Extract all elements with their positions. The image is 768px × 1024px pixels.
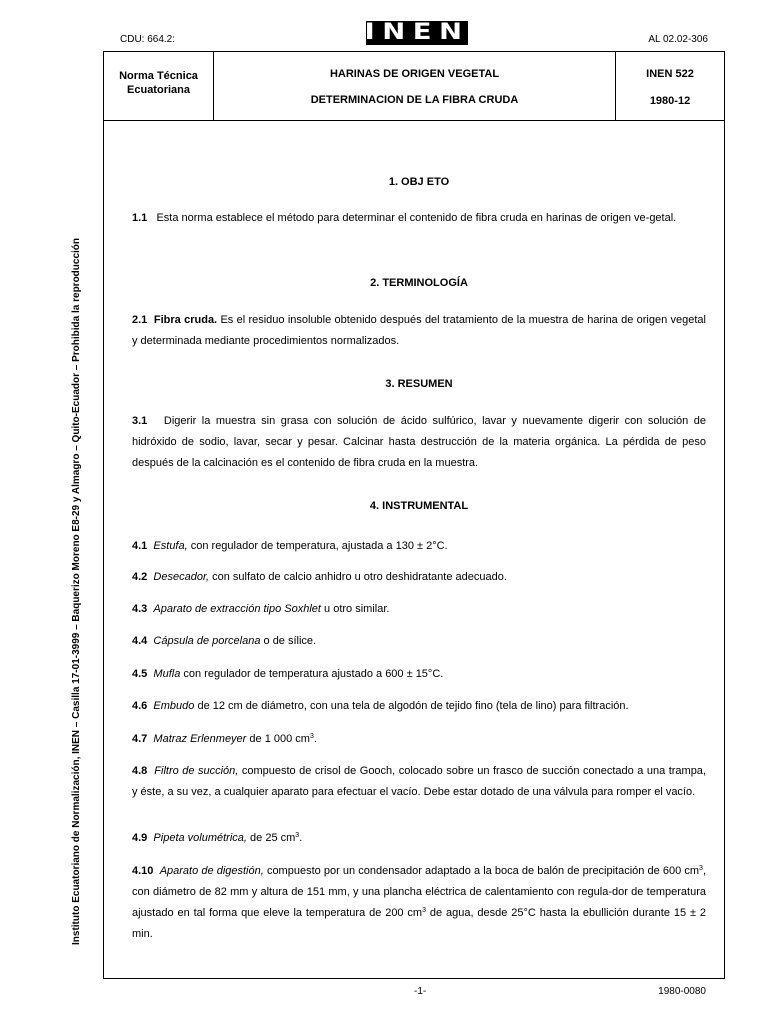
- paragraph: 4.9 Pipeta volumétrica, de 25 $cm^3$.: [132, 832, 303, 844]
- paragraph: 1.1 Esta norma establece el método para determinar el contenido de fibra cruda en harinas de origen ve-getal.: [132, 212, 677, 224]
- paragraph: 4.5 Mufla con regulador de temperatura ajustado a 600 ± 15°C.: [132, 668, 444, 680]
- paragraph: 4.2 Desecador, con sulfato de calcio anhidro u otro deshidratante adecuado.: [132, 571, 507, 583]
- cdu-code: CDU: 664.2:: [120, 34, 176, 45]
- document-title: HARINAS DE ORIGEN VEGETAL: [329, 68, 500, 80]
- section-title: 3. RESUMEN: [385, 378, 453, 390]
- section-title: 1. OBJ ETO: [388, 176, 450, 188]
- section-title: 4. INSTRUMENTAL: [369, 500, 469, 512]
- norm-year: 1980-12: [649, 95, 691, 107]
- paragraph: 4.4 Cápsula de porcelana o de sílice.: [132, 635, 317, 647]
- paragraph: 4.3 Aparato de extracción tipo Soxhlet u otro similar.: [132, 603, 390, 615]
- paragraph: 4.7 Matraz Erlenmeyer de 1 000 $cm^3$.: [132, 733, 317, 745]
- side-publisher-text: Instituto Ecuatoriano de Normalización, INEN – Casilla 17-01-3999 – Baquerizo Moreno E8-29 y Almagro – Quito-Ecuador – Prohibida la reproducción: [71, 237, 82, 945]
- norm-type-cell: Norma Técnica Ecuatoriana: [104, 52, 214, 120]
- document-subtitle: DETERMINACION DE LA FIBRA CRUDA: [310, 94, 519, 106]
- page-number: -1-: [414, 986, 427, 997]
- paragraph: 4.1 Estufa, con regulador de temperatura, ajustada a 130 ± 2°C.: [132, 540, 448, 552]
- header-table: [103, 51, 725, 121]
- document-code: AL 02.02-306: [648, 34, 708, 45]
- paragraph: 4.8 Filtro de succión, compuesto de crisol de Gooch, colocado sobre un frasco de succión conectado a una trampa, y éste, a su vez, a cualquier aparato para efectuar el vacío. Debe estar dotado de una válvula para romper el vacío.: [132, 765, 706, 798]
- paragraph: 4.6 Embudo de 12 cm de diámetro, con una tela de algodón de tejido fino (tela de lino) para filtración.: [132, 700, 629, 712]
- paragraph: 2.1 Fibra cruda. Es el residuo insoluble obtenido después del tratamiento de la muestra de harina de origen vegetal y determinada mediante procedimientos normalizados.: [132, 314, 706, 347]
- footer-code: 1980-0080: [658, 986, 706, 997]
- title-cell: [214, 52, 616, 120]
- norm-number: INEN 522: [646, 68, 694, 80]
- paragraph: 3.1 Digerir la muestra sin grasa con solución de ácido sulfúrico, lavar y nuevamente digerir con solución de hidróxido de sodio, lavar, secar y pesar. Calcinar hasta destrucción de la materia orgánica. La pérdida de peso después de la calcinación es el contenido de fibra cruda en la muestra.: [132, 415, 707, 469]
- paragraph: 4.10 Aparato de digestión, compuesto por un condensador adaptado a la boca de balón de precipitación de 600 $cm^3$, con diámetro de 82 mm y altura de 151 mm, y una plancha eléctrica de calentamiento con regula-dor de temperatura ajustado en tal forma que eleve la temperatura de 200 $cm^3$ de agua, desde 25°C hasta la ebullición durante 15 ± 2 min.: [132, 865, 707, 940]
- section-title: 2. TERMINOLOGÍA: [370, 277, 468, 289]
- inen-logo: INEN: [364, 20, 470, 45]
- norm-number-cell: [616, 52, 724, 120]
